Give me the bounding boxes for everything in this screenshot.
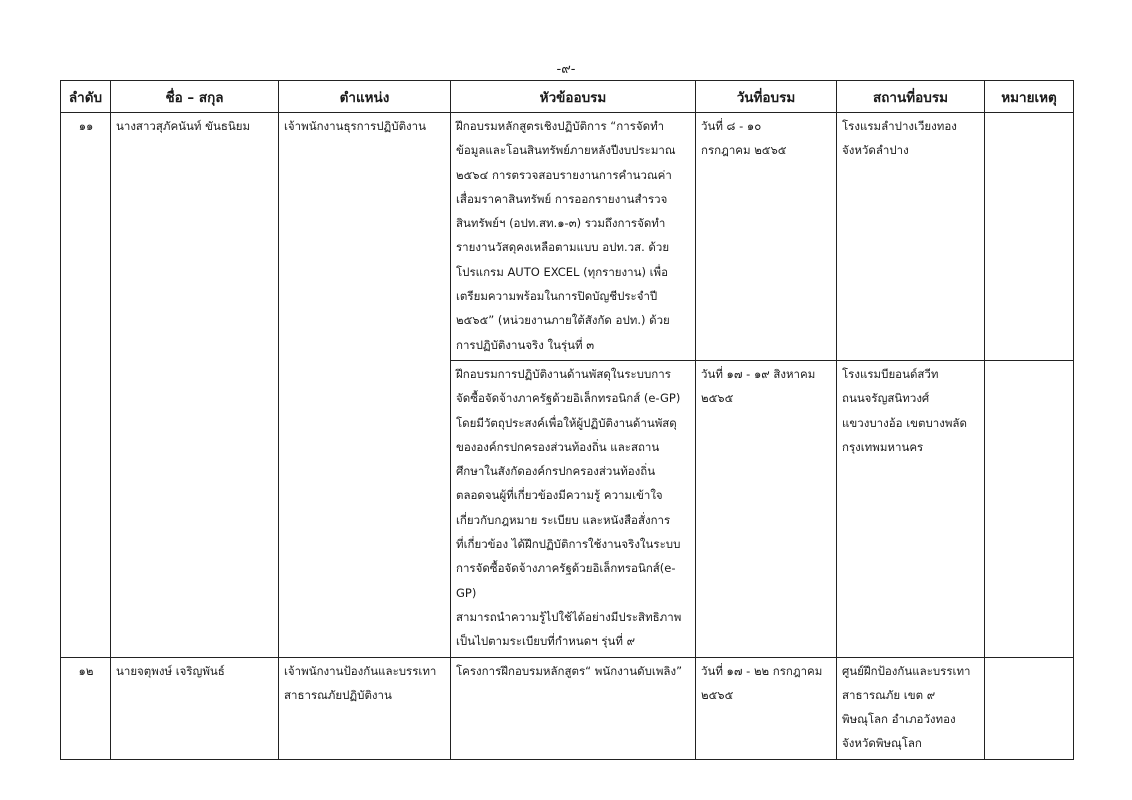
header-no: ลำดับ [61,81,111,113]
training-date [696,657,837,759]
training-topic-line: โดยมีวัตถุประสงค์เพื่อให้ผู้ปฏิบัติงานด้านพัสดุ [456,415,677,430]
training-date-line: วันที่ ๘ - ๑๐ [701,119,762,133]
training-place-line: กรุงเทพมหานคร [842,439,924,454]
training-topic-line: ๒๕๖๔ การตรวจสอบรายงานการคำนวณค่า [456,167,672,182]
table-body [61,113,1074,760]
training-topic-line: การปฏิบัติงานจริง ในรุ่นที่ ๓ [456,337,595,352]
person-position-line: เจ้าพนักงานธุรการปฏิบัติงาน [284,119,426,133]
training-note [985,657,1074,759]
training-place [837,113,985,361]
record-number: ๑๒ [61,657,111,759]
training-topic-line: ฝึกอบรมหลักสูตรเชิงปฏิบัติการ “การจัดทำ [456,119,665,133]
header-note: หมายเหตุ [985,81,1074,113]
training-place-line: พิษณุโลก อำเภอวังทอง [842,712,956,727]
training-date [696,360,837,657]
training-topic-line: รายงานวัสดุคงเหลือตามแบบ อปท.วส. ด้วย [456,240,670,255]
header-name: ชื่อ – สกุล [111,81,279,113]
training-place-line: จังหวัดลำปาง [842,143,909,158]
table-row [61,113,1074,361]
training-date-line: ๒๕๖๕ [701,391,734,406]
training-date-line: วันที่ ๑๗ - ๑๙ สิงหาคม [701,366,816,381]
training-topic-line: ๒๕๖๕” (หน่วยงานภายใต้สังกัด อปท.) ด้วย [456,313,670,328]
training-note [985,360,1074,657]
person-name: นายจตุพงษ์ เจริญพันธ์ [111,657,279,759]
training-topic-line: ที่เกี่ยวข้อง ได้ฝึกปฏิบัติการใช้งานจริงในระบบ [456,537,681,552]
training-place-line: โรงแรมลำปางเวียงทอง [842,119,957,133]
training-topic-line: โครงการฝึกอบรมหลักสูตร“ พนักงานดับเพลิง” [456,663,683,678]
training-topic-line: สินทรัพย์ฯ (อปท.สท.๑-๓) รวมถึงการจัดทำ [456,216,666,231]
person-position [279,113,451,658]
header-place: สถานที่อบรม [837,81,985,113]
training-place-line: ถนนจรัญสนิทวงศ์ [842,391,930,406]
training-place [837,657,985,759]
training-date [696,113,837,361]
training-place-line: จังหวัดพิษณุโลก [842,736,922,751]
training-topic-line: ตลอดจนผู้ที่เกี่ยวข้องมีความรู้ ความเข้าใจ [456,488,663,503]
training-topic-line: การจัดซื้อจัดจ้างภาครัฐด้วยอิเล็กทรอนิกส์(e-GP) [456,561,676,600]
training-topic-line: สามารถนำความรู้ไปใช้ได้อย่างมีประสิทธิภาพ [456,609,682,624]
training-topic-line: ขององค์กรปกครองส่วนท้องถิ่น และสถาน [456,439,660,454]
header-date: วันที่อบรม [696,81,837,113]
table-header-row [61,81,1074,113]
training-topic-line: เกี่ยวกับกฎหมาย ระเบียบ และหนังสือสั่งการ [456,512,671,527]
training-topic [451,657,696,759]
header-position: ตำแหน่ง [279,81,451,113]
training-place-line: สาธารณภัย เขต ๙ [842,687,936,702]
training-date-line: กรกฎาคม ๒๕๖๕ [701,143,787,158]
page-number: -๙- [556,62,576,77]
training-place-line: ศูนย์ฝึกป้องกันและบรรเทา [842,663,971,678]
record-number: ๑๑ [61,113,111,658]
person-position-line: เจ้าพนักงานป้องกันและบรรเทา [284,663,437,678]
person-name: นางสาวสุภัคนันท์ ขันธนิยม [111,113,279,658]
training-place-line: แขวงบางอ้อ เขตบางพลัด [842,415,967,430]
training-topic-line: ศึกษาในสังกัดองค์กรปกครองส่วนท้องถิ่น [456,464,656,479]
training-topic-line: เป็นไปตามระเบียบที่กำหนดฯ รุ่นที่ ๙ [456,634,636,649]
training-topic-line: เตรียมความพร้อมในการปิดบัญชีประจำปี [456,289,658,304]
training-date-line: วันที่ ๑๗ - ๒๒ กรกฎาคม [701,663,823,678]
training-place-line: โรงแรมบียอนด์สวีท [842,366,939,381]
training-place [837,360,985,657]
person-position [279,657,451,759]
training-topic [451,113,696,361]
training-topic [451,360,696,657]
training-topic-line: เสื่อมราคาสินทรัพย์ การออกรายงานสำรวจ [456,191,668,206]
training-date-line: ๒๕๖๕ [701,687,734,702]
training-topic-line: โปรแกรม AUTO EXCEL (ทุกรายงาน) เพื่อ [456,264,669,279]
table-row [61,657,1074,759]
person-position-line: สาธารณภัยปฏิบัติงาน [284,687,392,702]
training-topic-line: ฝึกอบรมการปฏิบัติงานด้านพัสดุในระบบการ [456,366,671,381]
training-table [60,80,1074,760]
training-note [985,113,1074,361]
header-topic: หัวข้ออบรม [451,81,696,113]
training-topic-line: จัดซื้อจัดจ้างภาครัฐด้วยอิเล็กทรอนิกส์ (e-GP) [456,391,681,406]
training-topic-line: ข้อมูลและโอนสินทรัพย์ภายหลังปีงบประมาณ [456,143,676,158]
